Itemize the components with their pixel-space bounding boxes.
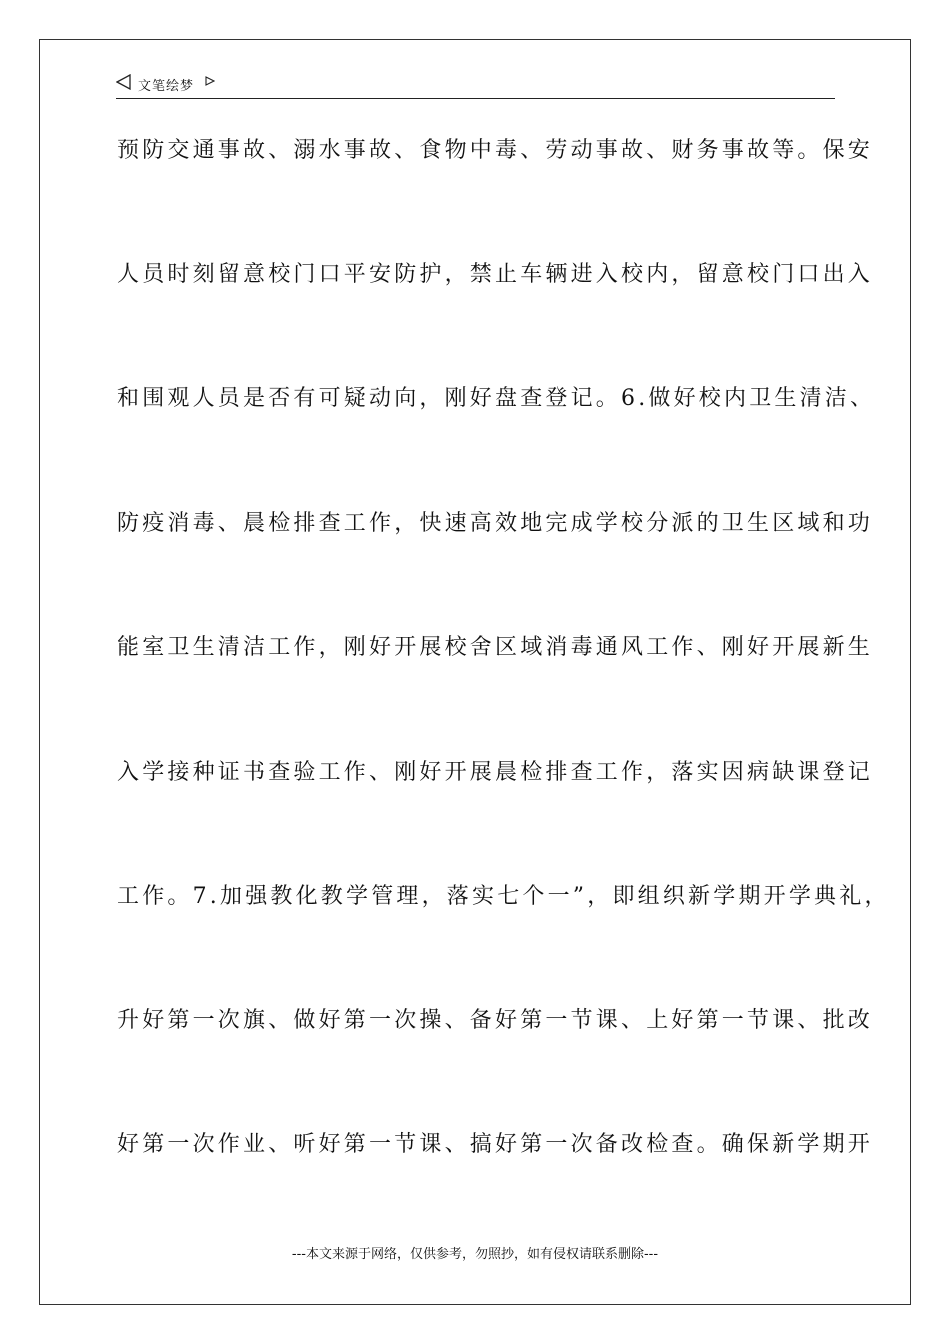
body-line-1: 预防交通事故、溺水事故、食物中毒、劳动事故、财务事故等。保安: [117, 138, 874, 163]
body-line-2: 人员时刻留意校门口平安防护，禁止车辆进入校内，留意校门口出入: [117, 262, 874, 287]
page-border: [39, 39, 911, 1305]
body-line-9: 好第一次作业、听好第一节课、搞好第一次备改检查。确保新学期开: [117, 1132, 874, 1157]
body-line-5: 能室卫生清洁工作，刚好开展校舍区域消毒通风工作、刚好开展新生: [117, 635, 874, 660]
triangle-left-outline-icon: [116, 74, 132, 90]
triangle-right-outline-icon: [205, 76, 215, 86]
body-line-8: 升好第一次旗、做好第一次操、备好第一节课、上好第一节课、批改: [117, 1008, 874, 1033]
footer-disclaimer: ---本文来源于网络，仅供参考，勿照抄，如有侵权请联系删除---: [291, 1247, 659, 1262]
body-line-4: 防疫消毒、晨检排查工作，快速高效地完成学校分派的卫生区域和功: [117, 511, 874, 536]
header-brand: 文笔绘梦: [138, 79, 195, 94]
body-line-7: 工作。7.加强教化教学管理，落实七个一”，即组织新学期开学典礼，: [117, 884, 890, 909]
body-line-6: 入学接种证书查验工作、刚好开展晨检排查工作，落实因病缺课登记: [117, 760, 874, 785]
body-line-3: 和围观人员是否有可疑动向，刚好盘查登记。6.做好校内卫生清洁、: [117, 386, 876, 411]
page-header: [116, 72, 835, 99]
